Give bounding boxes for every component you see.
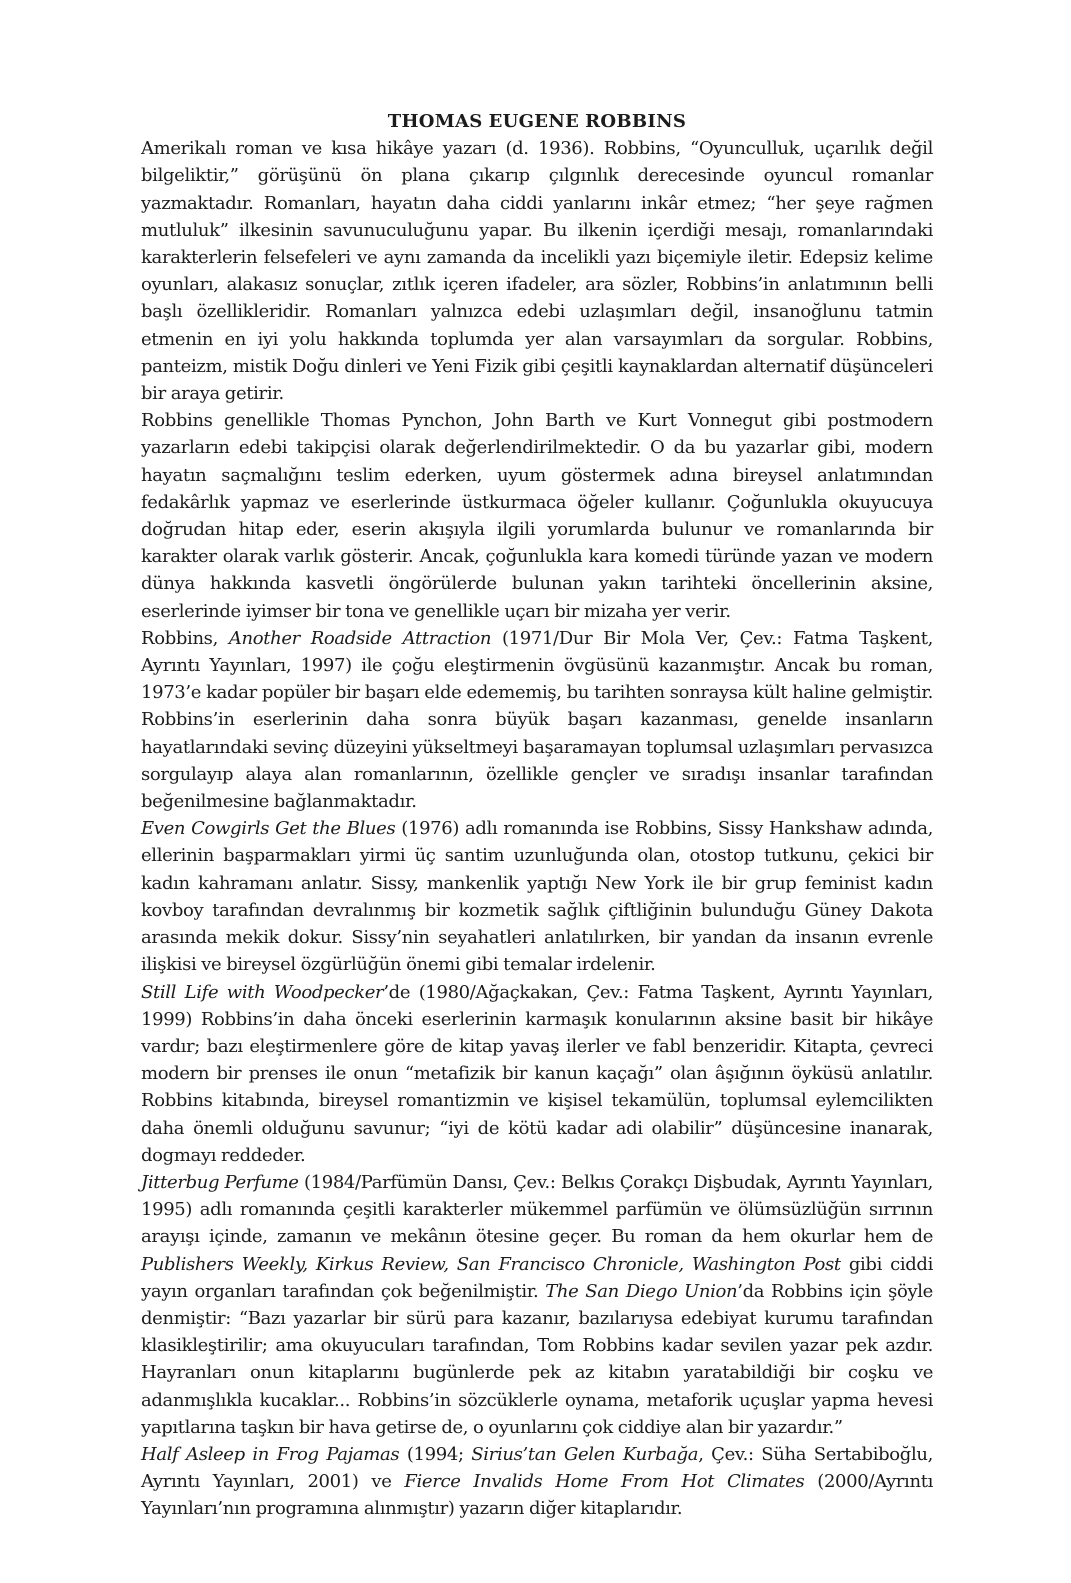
text-run: (1994; [399, 1443, 472, 1465]
paragraph [141, 135, 933, 407]
text-run: (1976) adlı romanında ise Robbins, Sissy Hankshaw adında, ellerinin başparmakları yirmi üç santim uzunluğunda olan, otostop tutkunu, çekici bir kadın kahramanı anlatır. Sissy, mankenlik yaptığı New York ile bir grup feminist kadın kovboy tarafından devralınmış bir kozmetik sağlık çiftliğinin bulunduğu Güney Dakota arasında mekik dokur. Sissy’nin seyahatleri anlatılırken, bir yandan da insanın evrenle ilişkisi ve bireysel özgürlüğün önemi gibi temalar irdelenir. [141, 818, 933, 976]
text-run: ’de (1980/Ağaçkakan, Çev.: Fatma Taşkent, Ayrıntı Yayınları, 1999) Robbins’in daha önceki eserlerinin karmaşık konularının aksine basit bir hikâye vardır; bazı eleştirmenlere göre de kitap yavaş ilerler ve fabl benzeridir. Kitapta, çevreci modern bir prenses ile onun “metafizik bir kanun kaçağı” olan âşığının öyküsü anlatılır. Robbins kitabında, bireysel romantizmin ve kişisel tekamülün, toplumsal eylemcilikten daha önemli olduğunu savunur; “iyi de kötü kadar adi olabilir” düşüncesine inanarak, dogmayı reddeder. [141, 981, 934, 1166]
italic-title: Publishers Weekly, Kirkus Review, San Francisco Chronicle, Washington Post [141, 1253, 841, 1275]
italic-title: Jitterbug Perfume [141, 1171, 299, 1193]
text-run: gibi ciddi yayın organları tarafından çok beğenilmiştir. [141, 1253, 933, 1302]
paragraph [141, 1169, 933, 1441]
text-run: (1971/Dur Bir Mola Ver, Çev.: Fatma Taşkent, Ayrıntı Yayınları, 1997) ile çoğu eleştirmenin övgüsünü kazanmıştır. Ancak bu roman, 1973’e kadar popüler bir başarı elde edememiş, bu tarihten sonraysa kült haline gelmiştir. Robbins’in eserlerinin daha sonra büyük başarı kazanması, genelde insanların hayatlarındaki sevinç düzeyini yükseltmeyi başaramayan toplumsal uzlaşımları pervasızca sorgulayıp alaya alan romanlarının, özellikle gençler ve sıradışı insanlar tarafından beğenilmesine bağlanmaktadır. [141, 627, 933, 813]
paragraph [141, 625, 933, 815]
paragraph [141, 1441, 933, 1523]
italic-title: Sirius’tan Gelen Kurbağa [471, 1443, 699, 1465]
text-run: (2000/Ayrıntı Yayınları’nın programına alınmıştır) yazarın diğer kitaplarıdır. [141, 1471, 934, 1520]
text-run: Robbins, [141, 627, 229, 649]
italic-title: Even Cowgirls Get the Blues [141, 818, 396, 840]
text-run: ’da Robbins için şöyle denmiştir: “Bazı yazarlar bir sürü para kazanır, bazılarıysa edebiyat kurumu tarafından klasikleştirilir; ama okuyucuları tarafından, Tom Robbins kadar sevilen yazar pek azdır. Hayranları onun kitaplarını bugünlerde pek az kitabın yaratabildiği bir coşku ve adanmışlıkla kucaklar... Robbins’in sözcüklerle oynama, metaforik uçuşlar yapma hevesi yapıtlarına taşkın bir hava getirse de, o oyunlarını çok ciddiye alan bir yazardır.” [141, 1280, 933, 1438]
italic-title: Half Asleep in Frog Pajamas [141, 1443, 400, 1465]
text-run: , Çev.: Süha Sertabiboğlu, Ayrıntı Yayınları, 2001) ve [141, 1443, 933, 1493]
text-run: Robbins genellikle Thomas Pynchon, John Barth ve Kurt Vonnegut gibi postmodern yazarların edebi takipçisi olarak değerlendirilmektedir. O da bu yazarlar gibi, modern hayatın saçmalığını teslim ederken, uyum göstermek adına bireysel anlatımından fedakârlık yapmaz ve eserlerinde üstkurmaca öğeler kullanır. Çoğunlukla okuyucuya doğrudan hitap eder, eserin akışıyla ilgili yorumlarda bulunur ve romanlarında bir karakter olarak varlık gösterir. Ancak, çoğunlukla kara komedi türünde yazan ve modern dünya hakkında kasvetli öngörülerde bulunan yakın tarihteki öncellerinin aksine, eserlerinde iyimser bir tona ve genellikle uçarı bir mizaha yer verir. [141, 410, 933, 622]
paragraph [141, 407, 933, 625]
italic-title: Still Life with Woodpecker [141, 981, 384, 1003]
text-block [141, 108, 933, 1523]
paragraph [141, 979, 933, 1169]
text-run: Amerikalı roman ve kısa hikâye yazarı (d. 1936). Robbins, “Oyunculluk, uçarılık değil bilgeliktir,” görüşünü ön plana çıkarıp çılgınlık derecesinde oyuncul romanlar yazmaktadır. Romanları, hayatın daha ciddi yanlarını inkâr etmez; “her şeye rağmen mutluluk” ilkesinin savunuculuğunu yapar. Bu ilkenin içerdiği mesajı, romanlarındaki karakterlerin felsefeleri ve aynı zamanda da incelikli yazı biçemiyle iletir. Edepsiz kelime oyunları, alakasız sonuçlar, zıtlık içeren ifadeler, ara sözler, Robbins’in anlatımının belli başlı özellikleridir. Romanları yalnızca edebi uzlaşımları değil, insanoğlunu tatmin etmenin en iyi yolu hakkında toplumda yer alan varsayımları da sorgular. Robbins, panteizm, mistik Doğu dinleri ve Yeni Fizik gibi çeşitli kaynaklardan alternatif düşünceleri bir araya getirir. [141, 138, 933, 405]
italic-title: Fierce Invalids Home From Hot Climates [404, 1471, 805, 1493]
page-title: THOMAS EUGENE ROBBINS [387, 111, 687, 132]
body-text [141, 135, 933, 1522]
italic-title: The San Diego Union [545, 1280, 738, 1302]
italic-title: Another Roadside Attraction [228, 627, 492, 649]
text-run: (1984/Parfümün Dansı, Çev.: Belkıs Çorakçı Dişbudak, Ayrıntı Yayınları, 1995) adlı romanında çeşitli karakterler mükemmel parfümün ve ölümsüzlüğün sırrının arayışı içinde, zamanın ve mekânın ötesine geçer. Bu roman da hem okurlar hem de [141, 1171, 933, 1248]
paragraph [141, 815, 933, 978]
